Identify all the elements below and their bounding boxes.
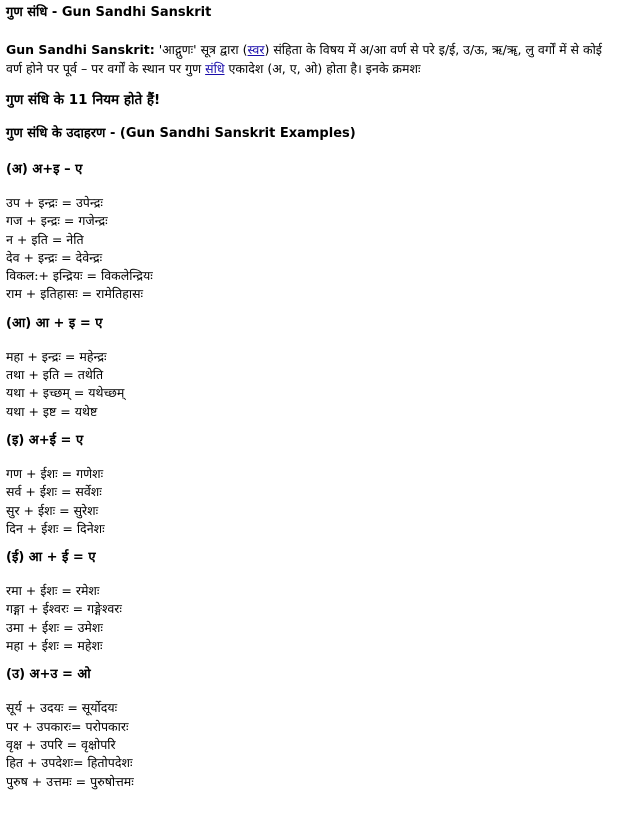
example-item: सुर + ईशः = सुरेशः	[6, 502, 99, 518]
example-item: पर + उपकारः= परोपकारः	[6, 718, 129, 734]
example-item: गज + इन्द्रः = गजेन्द्रः	[6, 213, 108, 229]
group-title: (उ) अ+उ = ओ	[6, 667, 91, 683]
examples-heading: गुण संधि के उदाहरण - (Gun Sandhi Sanskrit Examples)	[6, 126, 356, 141]
example-list	[6, 582, 621, 655]
example-item: गण + ईशः = गणेशः	[6, 465, 104, 481]
intro-label: Gun Sandhi Sanskrit:	[6, 42, 155, 57]
example-item: तथा + इति = तथेति	[6, 367, 104, 383]
rules-heading: गुण संधि के 11 नियम होते हैं!	[6, 92, 161, 108]
example-item: उमा + ईशः = उमेशः	[6, 619, 103, 635]
swar-link[interactable]: स्वर	[247, 42, 265, 57]
example-group	[6, 431, 621, 538]
sandhi-link[interactable]: संधि	[205, 61, 225, 76]
example-item: महा + ईशः = महेशः	[6, 638, 103, 654]
example-groups	[6, 160, 621, 791]
page-title: गुण संधि - Gun Sandhi Sanskrit	[6, 5, 212, 20]
example-group	[6, 314, 621, 421]
example-item: दिन + ईशः = दिनेशः	[6, 520, 105, 536]
example-item: यथा + इष्ट = यथेष्ट	[6, 403, 98, 419]
example-item: न + इति = नेति	[6, 231, 84, 247]
example-item: गङ्गा + ईश्वरः = गङ्गेश्वरः	[6, 601, 122, 617]
example-item: राम + इतिहासः = रामेतिहासः	[6, 286, 144, 302]
example-item: सर्व + ईशः = सर्वेशः	[6, 484, 102, 500]
group-title: (ई) आ + ई = ए	[6, 550, 96, 566]
example-item: पुरुष + उत्तमः = पुरुषोत्तमः	[6, 773, 134, 789]
example-list	[6, 348, 621, 421]
example-item: रमा + ईशः = रमेशः	[6, 583, 100, 599]
example-item: उप + इन्द्रः = उपेन्द्रः	[6, 195, 103, 210]
group-title: (इ) अ+ई = ए	[6, 432, 84, 448]
example-item: महा + इन्द्रः = महेन्द्रः	[6, 348, 107, 364]
example-group	[6, 665, 621, 790]
example-list	[6, 699, 621, 790]
example-item: हित + उपदेशः= हितोपदेशः	[6, 755, 133, 771]
example-item: देव + इन्द्रः = देवेन्द्रः	[6, 249, 103, 265]
example-list	[6, 194, 621, 304]
example-item: वृक्ष + उपरि = वृक्षोपरि	[6, 736, 116, 752]
group-title: (आ) आ + इ = ए	[6, 315, 103, 331]
intro-text-2: ) संहिता के विषय में अ/आ वर्ण से परे इ/ई, उ/ऊ, ऋ/ॠ, लु वर्गों में से कोई वर्ण होने पर पूर्व – पर वर्गों के स्थान पर गुण	[6, 42, 602, 76]
example-group	[6, 548, 621, 655]
group-title: (अ) अ+इ – ए	[6, 162, 83, 177]
example-list	[6, 465, 621, 538]
example-item: सूर्य + उदयः = सूर्योदयः	[6, 700, 118, 716]
intro-text-3: एकादेश (अ, ए, ओ) होता है। इनके क्रमशः	[224, 61, 421, 76]
intro-text-1: 'आद्गुणः' सूत्र द्वारा (	[154, 42, 248, 57]
example-group	[6, 160, 621, 304]
example-item: यथा + इच्छम् = यथेच्छम्	[6, 385, 125, 401]
example-item: विकल:+ इन्द्रियः = विकलेन्द्रियः	[6, 268, 153, 284]
intro-paragraph	[6, 40, 621, 78]
